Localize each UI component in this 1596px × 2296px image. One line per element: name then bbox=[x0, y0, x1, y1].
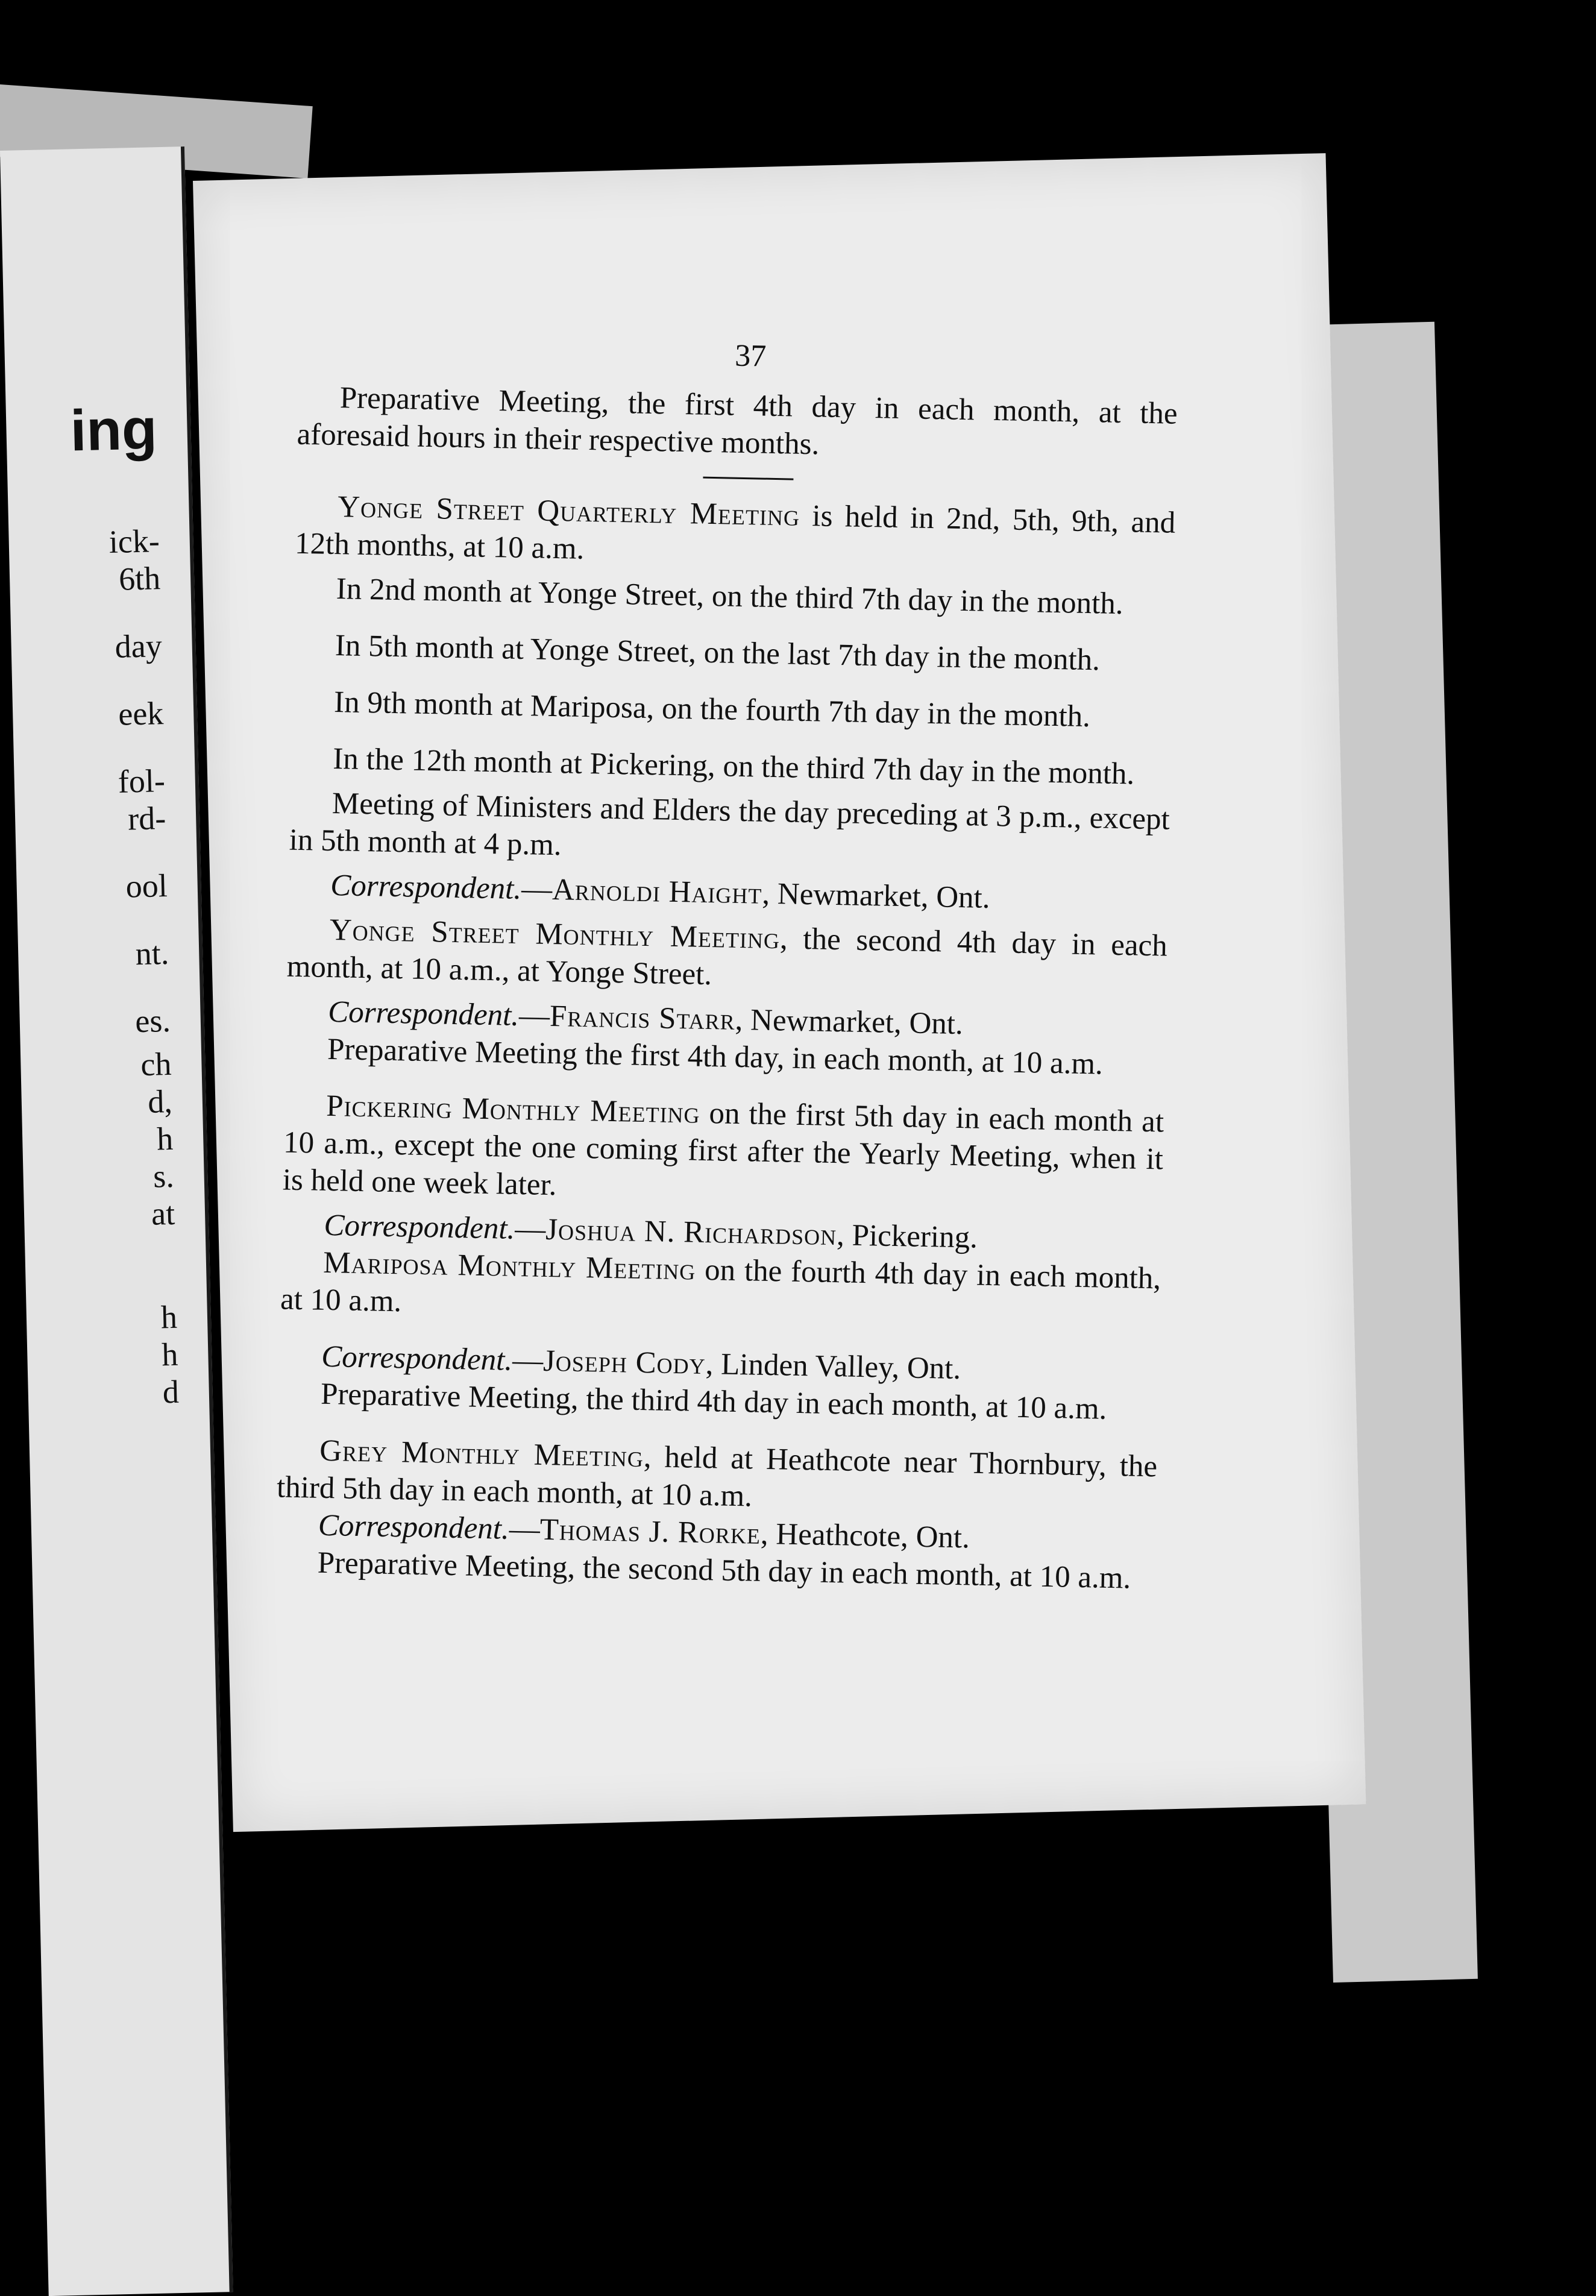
correspondent-place: , Pickering. bbox=[836, 1218, 978, 1255]
paragraph-text: In the 12th month at Pickering, on the third 7th day in the month. bbox=[332, 741, 1135, 791]
paragraph-text: , the second 4th day in each month, at 10 a.m., at Yonge Street. bbox=[286, 922, 1168, 992]
left-fragment: 6th bbox=[118, 560, 161, 597]
paragraph-text: In 9th month at Mariposa, on the fourth 7th day in the month. bbox=[333, 685, 1091, 734]
paragraph-12th-month bbox=[291, 740, 1171, 794]
correspondent-line bbox=[288, 866, 1169, 920]
page-number: 37 bbox=[734, 338, 767, 374]
paragraph-yonge-street-quarterly bbox=[295, 488, 1176, 579]
paragraph-text: Meeting of Ministers and Elders the day preceding at 3 p.m., except in 5th month at 4 p.m. bbox=[289, 786, 1170, 863]
left-fragment: day bbox=[115, 627, 163, 665]
paragraph-text: , held at Heathcote near Thornbury, the third 5th day in each month, at 10 a.m. bbox=[276, 1440, 1158, 1514]
correspondent-place: , Linden Valley, Ont. bbox=[705, 1347, 961, 1386]
section-divider bbox=[703, 477, 793, 480]
paragraph-preparative-meeting bbox=[297, 379, 1178, 470]
paragraph-yonge-street-monthly bbox=[286, 911, 1167, 1002]
paragraph-text: Preparative Meeting, the third 4th day in each month, at 10 a.m. bbox=[320, 1377, 1107, 1426]
correspondent-label: Correspondent. bbox=[327, 995, 520, 1033]
left-fragment: h bbox=[160, 1298, 178, 1336]
left-fragment: rd- bbox=[127, 800, 166, 837]
meeting-name: Pickering Monthly Meeting bbox=[325, 1089, 701, 1130]
correspondent-name: Joseph Cody bbox=[542, 1344, 706, 1382]
meeting-name: Yonge Street Quarterly Meeting bbox=[337, 490, 800, 533]
correspondent-name: Joshua N. Richardson bbox=[545, 1212, 837, 1253]
left-page-text-fragments bbox=[0, 397, 180, 1416]
meeting-name: Yonge Street Monthly Meeting bbox=[329, 913, 781, 956]
paragraph-text: In 5th month at Yonge Street, on the last 7th day in the month. bbox=[335, 629, 1101, 678]
paragraph-text: on the fourth 4th day in each month, at 10 a.m. bbox=[280, 1253, 1161, 1319]
left-fragment: fol- bbox=[118, 763, 166, 800]
left-fragment: nt. bbox=[135, 934, 169, 972]
paragraph-text: is held in 2nd, 5th, 9th, and 12th months, at 10 a.m. bbox=[294, 499, 1176, 566]
left-fragment: es. bbox=[134, 1002, 171, 1040]
paragraph-2nd-month bbox=[294, 570, 1174, 624]
left-fragment: eek bbox=[118, 695, 164, 732]
left-fragment: at bbox=[151, 1195, 175, 1232]
em-dash: — bbox=[512, 1343, 544, 1378]
left-heading-fragment: ing bbox=[69, 397, 158, 464]
correspondent-place: , Heathcote, Ont. bbox=[760, 1517, 970, 1555]
correspondent-label: Correspondent. bbox=[323, 1208, 515, 1246]
correspondent-label: Correspondent. bbox=[321, 1339, 513, 1377]
em-dash: — bbox=[514, 1212, 546, 1247]
left-fragment: d bbox=[162, 1373, 180, 1411]
correspondent-name: Francis Starr bbox=[549, 999, 736, 1037]
paragraph-ministers-elders bbox=[289, 784, 1170, 876]
paragraph-text: Preparative Meeting, the first 4th day in each month, at the aforesaid hours in their respective months. bbox=[297, 381, 1178, 462]
correspondent-label: Correspondent. bbox=[330, 868, 522, 907]
paragraph-9th-month bbox=[292, 683, 1172, 737]
paragraph-5th-month bbox=[292, 626, 1173, 681]
em-dash: — bbox=[509, 1512, 541, 1547]
page-text-block bbox=[275, 329, 1179, 1598]
left-fragment: ool bbox=[125, 867, 168, 905]
correspondent-place: , Newmarket, Ont. bbox=[761, 876, 991, 915]
paragraph-pickering-monthly bbox=[282, 1087, 1164, 1216]
book-page bbox=[193, 153, 1366, 1832]
correspondent-label: Correspondent. bbox=[318, 1508, 510, 1546]
correspondent-name: Thomas J. Rorke bbox=[539, 1512, 761, 1551]
correspondent-place: , Newmarket, Ont. bbox=[735, 1002, 964, 1042]
paragraph-text: Preparative Meeting, the second 5th day in each month, at 10 a.m. bbox=[317, 1546, 1131, 1596]
paragraph-text: In 2nd month at Yonge Street, on the third 7th day in the month. bbox=[336, 572, 1124, 621]
left-fragment: d, bbox=[147, 1083, 173, 1120]
em-dash: — bbox=[521, 872, 553, 907]
left-fragment: ch bbox=[140, 1045, 172, 1083]
paragraph-text: Preparative Meeting the first 4th day, in each month, at 10 a.m. bbox=[327, 1032, 1104, 1081]
left-fragment: h bbox=[156, 1120, 174, 1157]
left-fragment: s. bbox=[152, 1157, 175, 1195]
em-dash: — bbox=[518, 998, 550, 1033]
meeting-name: Mariposa Monthly Meeting bbox=[322, 1245, 696, 1287]
paragraph-text: on the first 5th day in each month at 10 a.m., except the one coming first after the Yearly Meeting, when it is held one week later. bbox=[282, 1096, 1164, 1203]
left-fragment: ick- bbox=[108, 523, 160, 561]
left-fragment: h bbox=[161, 1336, 179, 1373]
correspondent-name: Arnoldi Haight bbox=[551, 873, 762, 911]
meeting-name: Grey Monthly Meeting bbox=[319, 1433, 644, 1474]
left-page bbox=[0, 146, 233, 2296]
